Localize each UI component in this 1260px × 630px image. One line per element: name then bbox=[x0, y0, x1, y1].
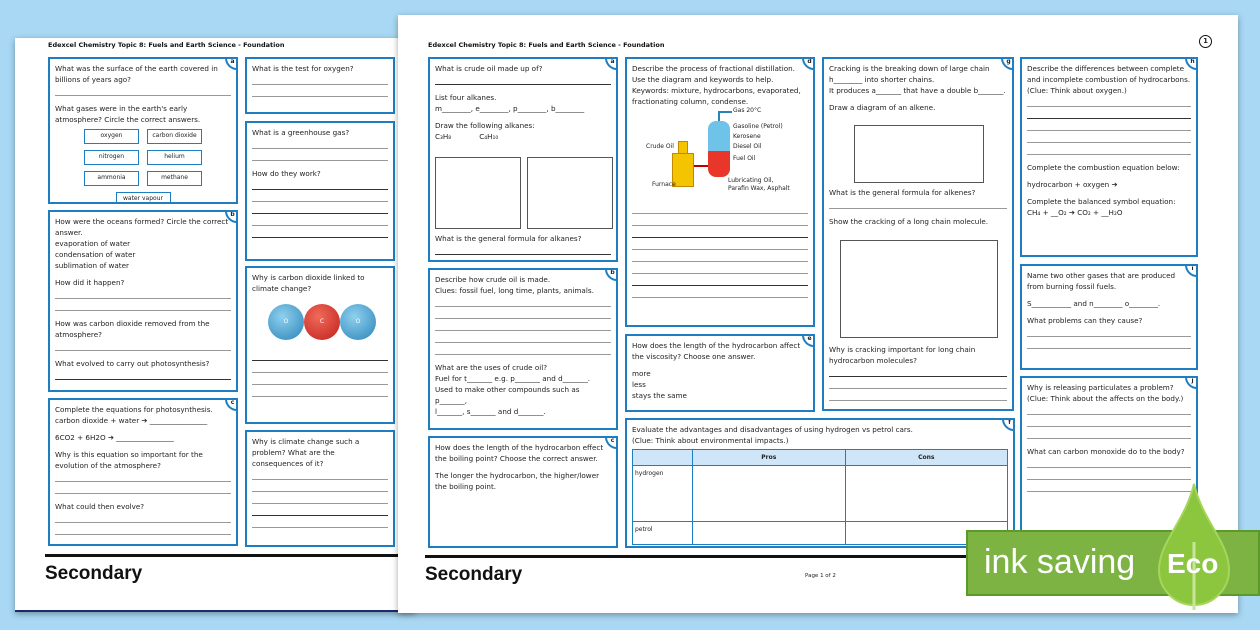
diagram-label: Parafin Wax, Asphalt bbox=[728, 185, 790, 192]
drawing-area[interactable] bbox=[527, 157, 613, 229]
answer-line[interactable] bbox=[252, 386, 388, 397]
answer-line[interactable] bbox=[1027, 338, 1191, 349]
question-text: How was carbon dioxide removed from the atmosphere? bbox=[55, 319, 210, 339]
page-number-badge: 1 bbox=[1199, 35, 1212, 48]
worksheet-page-back bbox=[15, 38, 415, 612]
brand-logo: Secondary bbox=[45, 563, 143, 584]
table-cell[interactable] bbox=[693, 466, 846, 522]
diagram-label: Furnace bbox=[652, 181, 676, 188]
equation[interactable]: hydrocarbon + oxygen ➔ bbox=[1027, 180, 1118, 189]
question-text: How do they work? bbox=[252, 169, 321, 178]
answer-option[interactable]: stays the same bbox=[632, 391, 687, 400]
question-text: Why is cracking important for long chain hydrocarbon molecules? bbox=[829, 345, 976, 365]
answer-line[interactable] bbox=[1027, 108, 1191, 119]
question-text: What was the surface of the earth covered in billions of years ago? bbox=[55, 64, 218, 84]
question-text: Name two other gases that are produced from burning fossil fuels. bbox=[1027, 271, 1176, 291]
diagram-label: Diesel Oil bbox=[733, 143, 762, 150]
question-box-e bbox=[625, 334, 815, 412]
question-text: Show the cracking of a long chain molecule. bbox=[829, 217, 989, 226]
footer-divider bbox=[45, 554, 415, 557]
question-text: Why is this equation so important for the evolution of the atmosphere? bbox=[55, 450, 203, 470]
eco-leaf-drop-icon bbox=[1155, 482, 1233, 610]
answer-line[interactable] bbox=[1027, 96, 1191, 107]
gas-pipe bbox=[718, 111, 732, 113]
fill-in-blanks[interactable]: m________, e________, p________, b________ bbox=[435, 104, 585, 113]
answer-line[interactable] bbox=[252, 138, 388, 149]
answer-line[interactable] bbox=[1027, 469, 1191, 480]
worksheet-header: Edexcel Chemistry Topic 8: Fuels and Earth Science - Foundation bbox=[428, 41, 665, 49]
formula-label: C₃H₈ bbox=[435, 132, 452, 141]
column-bottom bbox=[708, 151, 730, 177]
answer-line[interactable] bbox=[252, 203, 388, 214]
answer-line[interactable] bbox=[252, 374, 388, 385]
gas-option[interactable]: carbon dioxide bbox=[147, 129, 202, 144]
answer-line[interactable] bbox=[55, 369, 231, 380]
question-text: How does the length of the hydrocarbon affect the viscosity? Choose one answer. bbox=[632, 341, 801, 361]
gas-option[interactable]: nitrogen bbox=[84, 150, 139, 165]
question-box-c bbox=[428, 436, 618, 548]
answer-line[interactable] bbox=[1027, 326, 1191, 337]
question-box-h bbox=[1020, 57, 1198, 257]
answer-line[interactable] bbox=[252, 350, 388, 361]
box-tag: f bbox=[1002, 418, 1015, 431]
question-text: Complete the equations for photosynthesis. bbox=[55, 405, 213, 414]
answer-line[interactable] bbox=[435, 74, 611, 85]
diagram-label: Kerosene bbox=[733, 133, 761, 140]
question-box-oxygen-test bbox=[245, 57, 395, 114]
question-text: What gases were in the earth's early atmosphere? Circle the correct answers. bbox=[55, 104, 201, 124]
question-text: What can carbon monoxide do to the body? bbox=[1027, 447, 1185, 456]
gas-option[interactable]: water vapour bbox=[116, 192, 171, 204]
fill-in-blanks[interactable]: Used to make other compounds such as p_______, bbox=[435, 385, 580, 405]
statement-text: Cracking is the breaking down of large chain bbox=[829, 64, 990, 73]
question-text: What problems can they cause? bbox=[1027, 316, 1143, 325]
question-box-greenhouse bbox=[245, 121, 395, 261]
question-text: How did it happen? bbox=[55, 278, 125, 287]
question-text: Complete the balanced symbol equation: bbox=[1027, 197, 1176, 206]
question-box-c bbox=[48, 398, 238, 546]
fractional-distillation-diagram bbox=[632, 107, 808, 203]
answer-option[interactable]: evaporation of water bbox=[55, 239, 131, 248]
answer-line[interactable] bbox=[435, 244, 611, 255]
gas-options bbox=[55, 129, 231, 204]
answer-line[interactable] bbox=[632, 227, 808, 238]
box-tag: g bbox=[1001, 57, 1014, 70]
answer-line[interactable] bbox=[252, 191, 388, 202]
diagram-label: Gas 20°C bbox=[733, 107, 762, 114]
oxygen-atom: O bbox=[340, 304, 376, 340]
answer-statement[interactable]: The longer the hydrocarbon, the higher/lower the boiling point. bbox=[435, 471, 600, 491]
question-box-i bbox=[1020, 264, 1198, 370]
drawing-area[interactable] bbox=[435, 157, 521, 229]
eco-badge-label: Eco bbox=[1167, 548, 1219, 579]
question-text: What is the test for oxygen? bbox=[252, 64, 354, 73]
table-cell[interactable] bbox=[845, 466, 1008, 522]
diagram-label: Gasoline (Petrol) bbox=[733, 123, 783, 130]
question-text: Draw the following alkanes: bbox=[435, 121, 535, 130]
answer-line[interactable] bbox=[55, 524, 231, 535]
question-box-a bbox=[48, 57, 238, 204]
question-box-b bbox=[48, 210, 238, 392]
answer-line[interactable] bbox=[1027, 120, 1191, 131]
question-text: Describe how crude oil is made. bbox=[435, 275, 551, 284]
answer-option[interactable]: more bbox=[632, 369, 651, 378]
answer-line[interactable] bbox=[55, 288, 231, 299]
answer-line[interactable] bbox=[632, 239, 808, 250]
answer-line[interactable] bbox=[1027, 144, 1191, 155]
question-text: What are the uses of crude oil? bbox=[435, 363, 548, 372]
fill-in-blanks[interactable]: l_______, s_______ and d_______. bbox=[435, 407, 546, 416]
equation: 6CO2 + 6H2O ➔ ________________ bbox=[55, 433, 174, 442]
question-text: What evolved to carry out photosynthesis? bbox=[55, 359, 210, 368]
answer-line[interactable] bbox=[435, 332, 611, 343]
answer-line[interactable] bbox=[55, 85, 231, 96]
answer-line[interactable] bbox=[1027, 428, 1191, 439]
equation: carbon dioxide + water ➔ ________________ bbox=[55, 416, 208, 425]
diagram-label: Crude Oil bbox=[646, 143, 674, 150]
formula-label: C₄H₁₀ bbox=[479, 132, 499, 141]
oxygen-atom: O bbox=[268, 304, 304, 340]
box-tag: i bbox=[1185, 264, 1198, 277]
answer-line[interactable] bbox=[252, 481, 388, 492]
worksheet-page-front bbox=[398, 15, 1238, 613]
box-tag: e bbox=[802, 334, 815, 347]
table-header bbox=[633, 450, 693, 466]
answer-line[interactable] bbox=[55, 483, 231, 494]
question-text: Complete the combustion equation below: bbox=[1027, 163, 1180, 172]
clue-text: (Clue: Think about the affects on the body.) bbox=[1027, 394, 1184, 403]
answer-line[interactable] bbox=[632, 203, 808, 214]
answer-line[interactable] bbox=[829, 378, 1007, 389]
answer-line[interactable] bbox=[829, 390, 1007, 401]
table-header: Pros bbox=[693, 450, 846, 466]
box-tag: c bbox=[225, 398, 238, 411]
answer-option[interactable]: condensation of water bbox=[55, 250, 136, 259]
keywords-text: Keywords: mixture, hydrocarbons, evaporated, fractionating column, condense. bbox=[632, 86, 801, 106]
box-tag: b bbox=[605, 268, 618, 281]
box-tag: h bbox=[1185, 57, 1198, 70]
question-box-climate-problem bbox=[245, 430, 395, 547]
gas-option[interactable]: helium bbox=[147, 150, 202, 165]
question-box-d bbox=[625, 57, 815, 327]
question-text: List four alkanes. bbox=[435, 93, 497, 102]
question-text: What is crude oil made up of? bbox=[435, 64, 543, 73]
question-box-f bbox=[625, 418, 1015, 548]
question-text: What is a greenhouse gas? bbox=[252, 128, 350, 137]
gas-option[interactable]: methane bbox=[147, 171, 202, 186]
question-text: Why is climate change such a problem? What are the consequences of it? bbox=[252, 437, 360, 468]
gas-option[interactable]: oxygen bbox=[84, 129, 139, 144]
answer-option[interactable]: less bbox=[632, 380, 646, 389]
answer-line[interactable] bbox=[55, 471, 231, 482]
answer-line[interactable] bbox=[829, 198, 1007, 209]
fill-in-blanks[interactable]: Fuel for t_______ e.g. p_______ and d_______. bbox=[435, 374, 591, 383]
drawing-area[interactable] bbox=[854, 125, 984, 183]
row-label: hydrogen bbox=[633, 466, 693, 522]
box-tag: a bbox=[225, 57, 238, 70]
question-box-a bbox=[428, 57, 618, 262]
answer-line[interactable] bbox=[55, 512, 231, 523]
answer-line[interactable] bbox=[632, 263, 808, 274]
answer-line[interactable] bbox=[1027, 132, 1191, 143]
drawing-area[interactable] bbox=[840, 240, 998, 338]
co2-molecule-image bbox=[252, 294, 388, 350]
worksheet-header: Edexcel Chemistry Topic 8: Fuels and Earth Science - Foundation bbox=[48, 41, 285, 49]
question-text: Describe the process of fractional distillation. Use the diagram and keywords to help. bbox=[632, 64, 795, 84]
question-text: Why is releasing particulates a problem? bbox=[1027, 383, 1174, 392]
answer-line[interactable] bbox=[632, 287, 808, 298]
answer-line[interactable] bbox=[1027, 457, 1191, 468]
answer-line[interactable] bbox=[252, 517, 388, 528]
question-text: Evaluate the advantages and disadvantages of using hydrogen vs petrol cars. bbox=[632, 425, 913, 434]
answer-line[interactable] bbox=[435, 308, 611, 319]
question-text: What is the general formula for alkenes? bbox=[829, 188, 976, 197]
answer-line[interactable] bbox=[632, 251, 808, 262]
answer-line[interactable] bbox=[1027, 416, 1191, 427]
question-text: How does the length of the hydrocarbon effect the boiling point? Choose the correct answer. bbox=[435, 443, 604, 463]
answer-line[interactable] bbox=[632, 275, 808, 286]
answer-line[interactable] bbox=[252, 179, 388, 190]
answer-line[interactable] bbox=[252, 493, 388, 504]
carbon-atom: C bbox=[304, 304, 340, 340]
answer-line[interactable] bbox=[252, 469, 388, 480]
answer-line[interactable] bbox=[252, 74, 388, 85]
question-box-co2-climate bbox=[245, 266, 395, 424]
clue-text: Clues: fossil fuel, long time, plants, animals. bbox=[435, 286, 594, 295]
answer-line[interactable] bbox=[55, 300, 231, 311]
answer-line[interactable] bbox=[632, 215, 808, 226]
answer-option[interactable]: sublimation of water bbox=[55, 261, 130, 270]
clue-text: (Clue: Think about environmental impacts.) bbox=[632, 436, 789, 445]
brand-logo: Secondary bbox=[425, 564, 523, 585]
answer-line[interactable] bbox=[252, 362, 388, 373]
box-tag: a bbox=[605, 57, 618, 70]
answer-line[interactable] bbox=[252, 86, 388, 97]
question-text: Describe the differences between complete and incomplete combustion of hydrocarbons. bbox=[1027, 64, 1191, 84]
answer-line[interactable] bbox=[1027, 404, 1191, 415]
box-tag: j bbox=[1185, 376, 1198, 389]
question-text: How were the oceans formed? Circle the correct answer. bbox=[55, 217, 229, 237]
equation[interactable]: CH₄ + __O₂ ➔ CO₂ + __H₂O bbox=[1027, 208, 1123, 217]
answer-line[interactable] bbox=[252, 227, 388, 238]
table-cell[interactable] bbox=[693, 522, 846, 545]
pros-cons-table bbox=[632, 449, 1008, 545]
question-text: What is the general formula for alkanes? bbox=[435, 234, 582, 243]
answer-line[interactable] bbox=[435, 320, 611, 331]
answer-line[interactable] bbox=[435, 344, 611, 355]
answer-line[interactable] bbox=[55, 340, 231, 351]
box-tag: b bbox=[225, 210, 238, 223]
clue-text: (Clue: Think about oxygen.) bbox=[1027, 86, 1127, 95]
answer-line[interactable] bbox=[252, 215, 388, 226]
column-top bbox=[708, 121, 730, 151]
feed-pipe bbox=[694, 165, 708, 167]
diagram-label: Fuel Oil bbox=[733, 155, 756, 162]
answer-line[interactable] bbox=[252, 150, 388, 161]
box-tag: c bbox=[605, 436, 618, 449]
answer-line[interactable] bbox=[435, 296, 611, 307]
row-label: petrol bbox=[633, 522, 693, 545]
question-text: What could then evolve? bbox=[55, 502, 145, 511]
answer-line[interactable] bbox=[252, 505, 388, 516]
gas-option[interactable]: ammonia bbox=[84, 171, 139, 186]
page-indicator: Page 1 of 2 bbox=[805, 573, 836, 579]
fill-in-blanks[interactable]: h________ into shorter chains. bbox=[829, 75, 935, 84]
table-header: Cons bbox=[845, 450, 1008, 466]
box-tag: d bbox=[802, 57, 815, 70]
furnace-chimney bbox=[678, 141, 688, 153]
ink-saving-label: ink saving bbox=[984, 543, 1136, 581]
fill-in-blanks[interactable]: It produces a_______ that have a double b_______. bbox=[829, 86, 1006, 95]
question-text: Draw a diagram of an alkene. bbox=[829, 103, 936, 112]
diagram-label: Lubricating Oil, bbox=[728, 177, 774, 184]
question-text: Why is carbon dioxide linked to climate change? bbox=[252, 273, 365, 293]
question-box-b bbox=[428, 268, 618, 430]
question-box-g bbox=[822, 57, 1014, 411]
answer-line[interactable] bbox=[829, 366, 1007, 377]
fill-in-blanks[interactable]: S___________ and n________ o________. bbox=[1027, 299, 1161, 308]
